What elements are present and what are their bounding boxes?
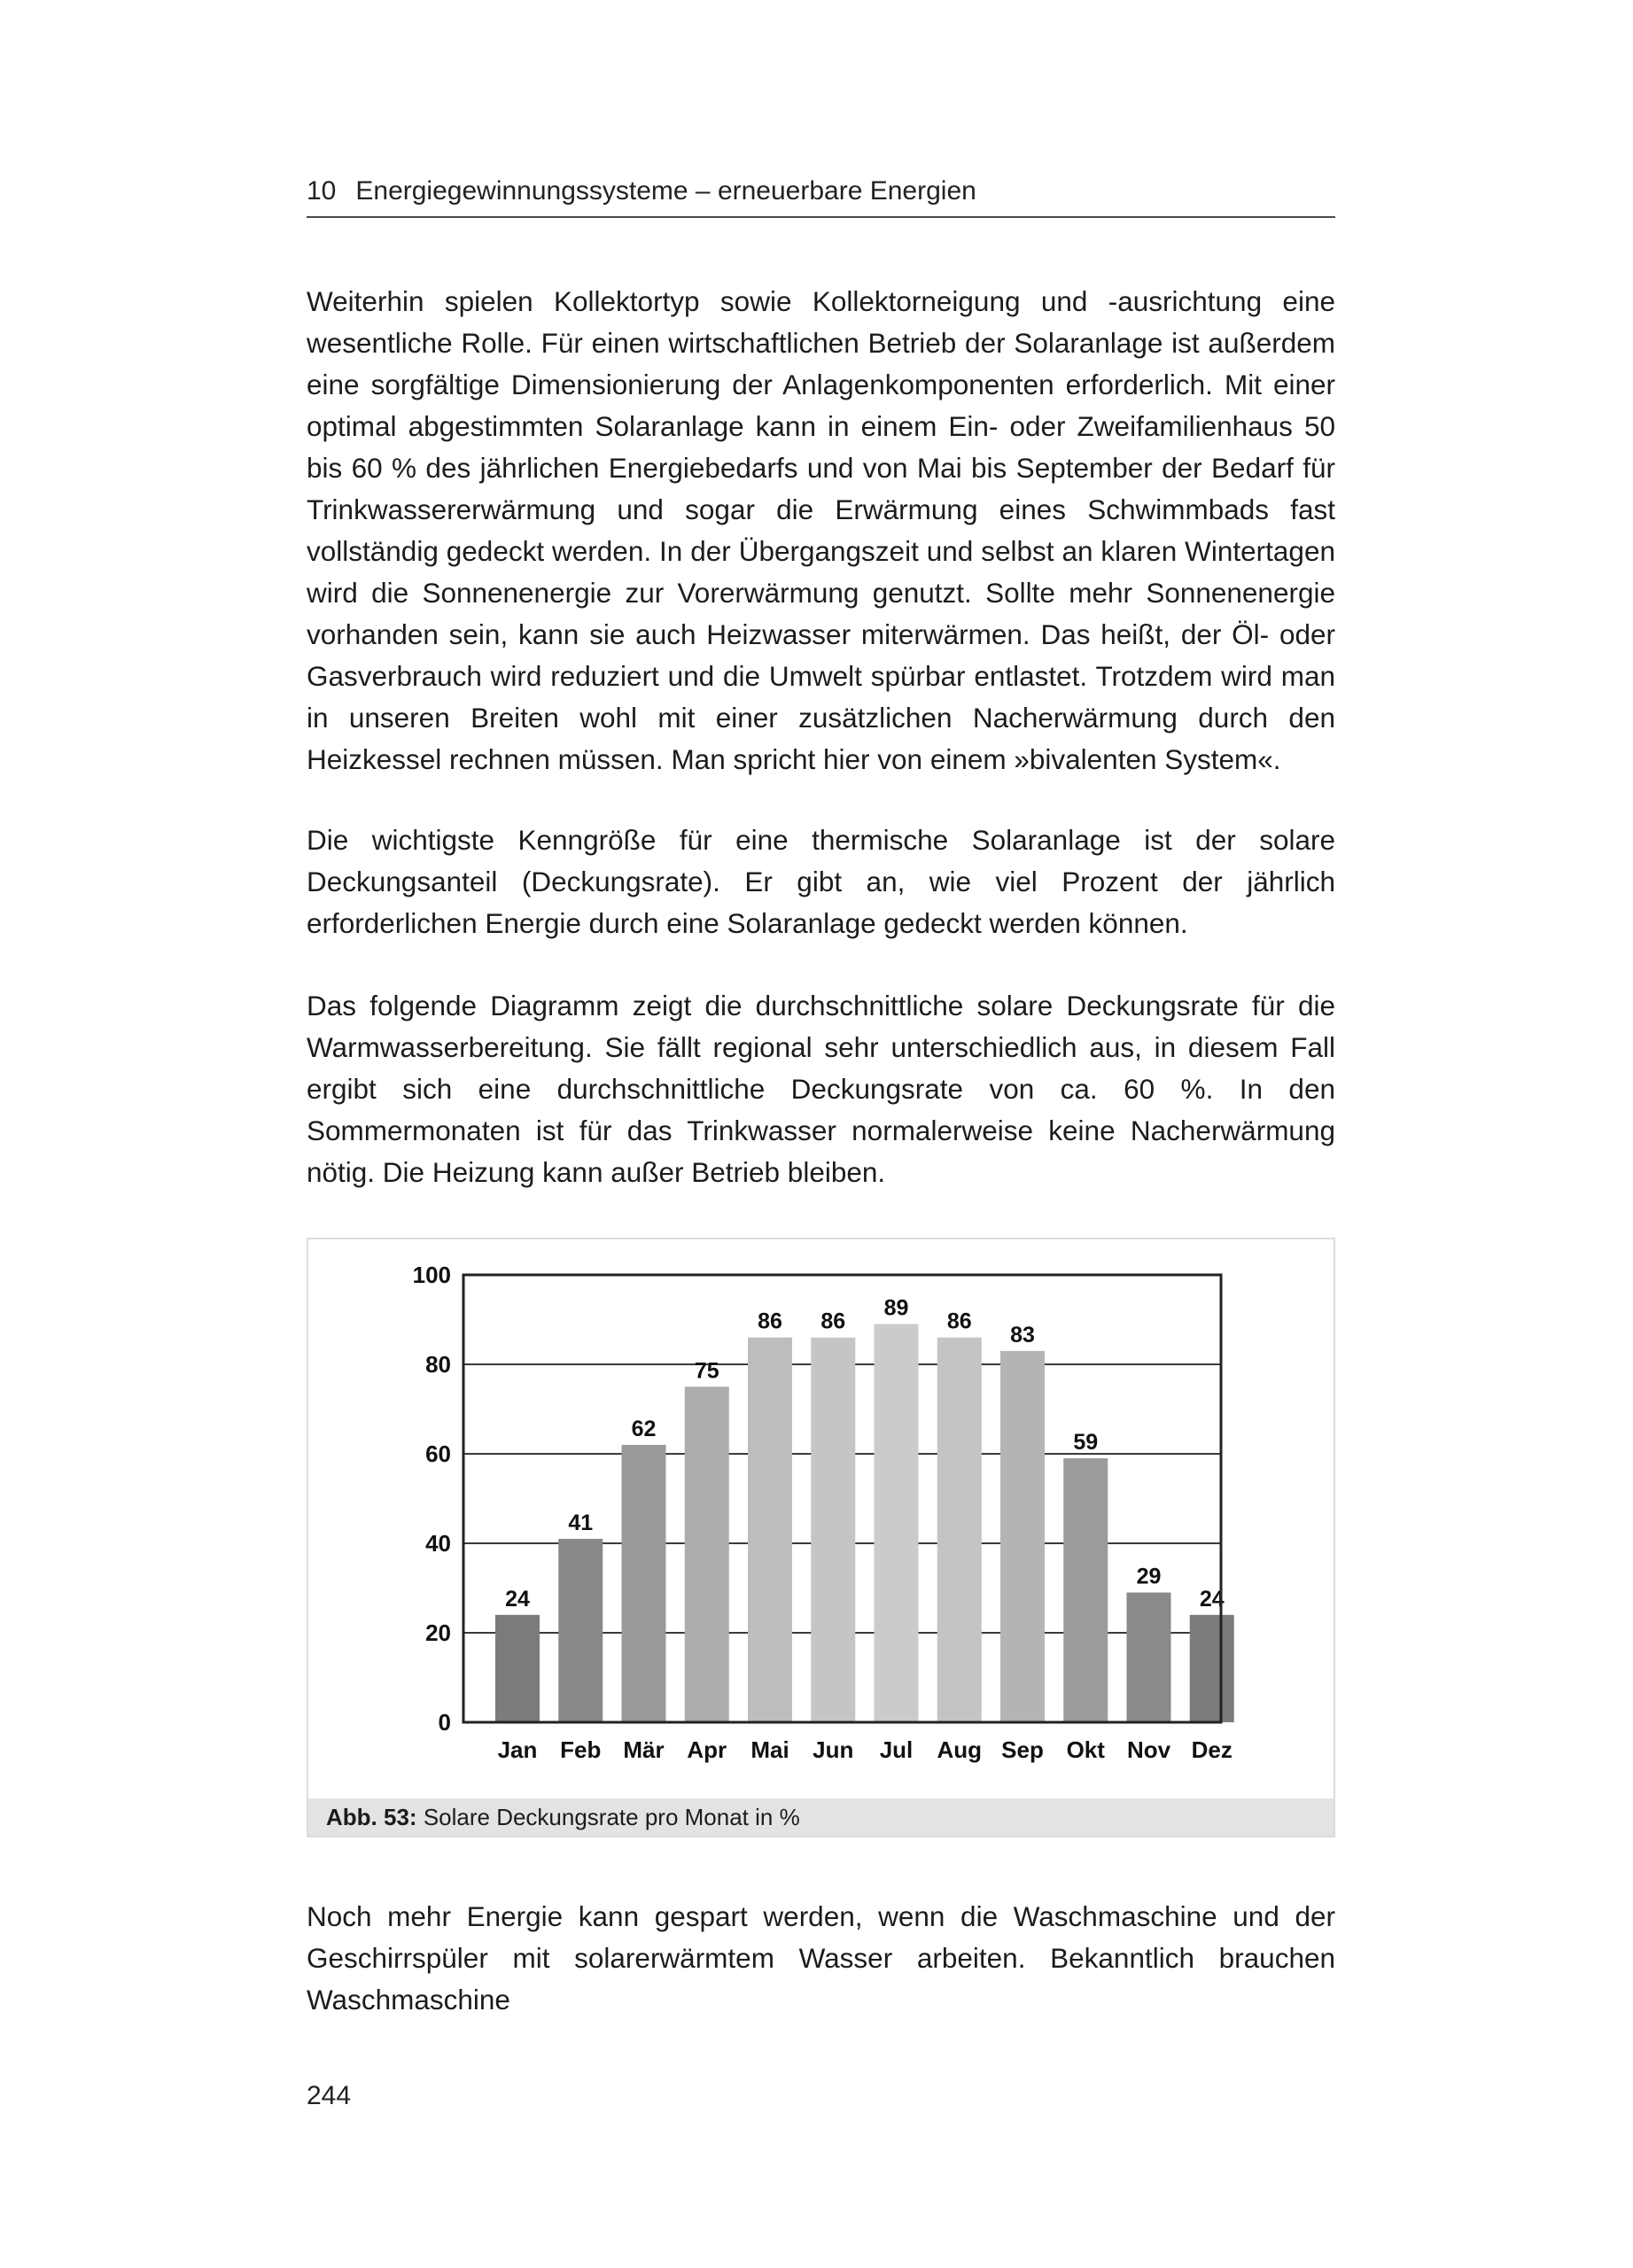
- data-label-Dez: 24: [1199, 1586, 1225, 1612]
- x-tick-label-Okt: Okt: [1066, 1736, 1105, 1763]
- data-label-Mär: 62: [631, 1416, 657, 1441]
- bar-Mai: [748, 1338, 792, 1722]
- bar-Feb: [558, 1539, 603, 1722]
- chapter-title: Energiegewinnungssysteme – erneuerbare Energien: [355, 176, 976, 206]
- body-paragraph-1: Weiterhin spielen Kollektortyp sowie Kollektorneigung und -ausrichtung eine wesentliche Rolle. Für einen wirtschaftlichen Betrieb der Solaranlage ist außerdem eine sorgfältige Dimensionierung der Anlagenkomponenten erforderlich. Mit einer optimal abgestimmten Solaranlage kann in einem Ein- oder Zweifamilienhaus 50 bis 60 % des jährlichen Energiebedarfs und von Mai bis September der Bedarf für Trinkwassererwärmung und sogar die Erwärmung eines Schwimmbads fast vollständig gedeckt werden. In der Übergangszeit und selbst an klaren Wintertagen wird die Sonnenenergie zur Vorerwärmung genutzt. Sollte mehr Sonnenenergie vorhanden sein, kann sie auch Heizwasser miterwärmen. Das heißt, der Öl- oder Gasverbrauch wird reduziert und die Umwelt spürbar entlastet. Trotzdem wird man in unseren Breiten wohl mit einer zusätzlichen Nacherwärmung durch den Heizkessel rechnen müssen. Man spricht hier von einem »bivalenten System«.: [307, 285, 1335, 775]
- bar-Sep: [1000, 1351, 1045, 1722]
- bar-Apr: [685, 1386, 729, 1722]
- data-label-Sep: 83: [1010, 1322, 1035, 1348]
- data-label-Nov: 29: [1136, 1564, 1162, 1589]
- bar-Okt: [1063, 1458, 1108, 1722]
- y-tick-label-60: 60: [425, 1441, 451, 1467]
- running-header: [307, 174, 1335, 218]
- figure-caption-text: Solare Deckungsrate pro Monat in %: [423, 1804, 800, 1830]
- figure-solar-coverage: [307, 1238, 1335, 1837]
- x-tick-label-Mär: Mär: [623, 1736, 665, 1763]
- data-label-Aug: 86: [946, 1309, 972, 1334]
- data-label-Okt: 59: [1073, 1430, 1099, 1456]
- data-label-Jul: 89: [883, 1295, 909, 1321]
- body-paragraph-4: Noch mehr Energie kann gespart werden, wenn die Waschmaschine und der Geschirrspüler mit solarerwärmtem Wasser arbeiten. Bekanntlich brauchen Waschmaschine: [307, 1900, 1335, 2016]
- x-tick-label-Jul: Jul: [879, 1736, 914, 1763]
- x-tick-label-Sep: Sep: [1001, 1736, 1044, 1763]
- bar-Jun: [811, 1338, 855, 1722]
- data-label-Jun: 86: [820, 1309, 846, 1334]
- x-tick-label-Mai: Mai: [750, 1736, 789, 1763]
- x-tick-label-Nov: Nov: [1126, 1736, 1171, 1763]
- bar-Dez: [1190, 1615, 1234, 1722]
- chapter-number: 10: [307, 176, 337, 206]
- x-tick-label-Feb: Feb: [560, 1736, 602, 1763]
- y-tick-label-100: 100: [412, 1262, 451, 1288]
- x-tick-label-Dez: Dez: [1191, 1736, 1233, 1763]
- data-label-Apr: 75: [694, 1358, 719, 1384]
- bar-Jul: [875, 1324, 919, 1722]
- data-label-Feb: 41: [568, 1510, 594, 1535]
- bar-Jan: [495, 1615, 540, 1722]
- x-tick-label-Aug: Aug: [937, 1736, 983, 1763]
- x-tick-label-Jan: Jan: [497, 1736, 538, 1763]
- y-tick-label-20: 20: [425, 1619, 451, 1646]
- y-tick-label-0: 0: [438, 1709, 451, 1736]
- bar-chart: [308, 1239, 1334, 1800]
- bar-Aug: [937, 1338, 982, 1722]
- y-tick-label-40: 40: [425, 1530, 451, 1557]
- body-paragraph-3: Das folgende Diagramm zeigt die durchschnittliche solare Deckungsrate für die Warmwasserbereitung. Sie fällt regional sehr unterschiedlich aus, in diesem Fall ergibt sich eine durchschnittliche Deckungsrate von ca. 60 %. In den Sommermonaten ist für das Trinkwasser normalerweise keine Nacherwärmung nötig. Die Heizung kann außer Betrieb bleiben.: [307, 990, 1335, 1188]
- data-label-Jan: 24: [505, 1586, 530, 1612]
- figure-caption-label: Abb. 53:: [326, 1804, 417, 1830]
- data-label-Mai: 86: [758, 1309, 782, 1334]
- y-tick-label-80: 80: [425, 1351, 451, 1378]
- x-tick-label-Apr: Apr: [687, 1736, 727, 1763]
- bar-Mär: [622, 1445, 666, 1722]
- bar-Nov: [1127, 1593, 1171, 1722]
- page-number: 244: [307, 2081, 352, 2110]
- body-paragraph-2: Die wichtigste Kenngröße für eine thermische Solaranlage ist der solare Deckungsanteil (Deckungsrate). Er gibt an, wie viel Prozent der jährlich erforderlichen Energie durch eine Solaranlage gedeckt werden können.: [307, 824, 1335, 939]
- x-tick-label-Jun: Jun: [813, 1736, 854, 1763]
- figure-caption: [308, 1798, 1334, 1836]
